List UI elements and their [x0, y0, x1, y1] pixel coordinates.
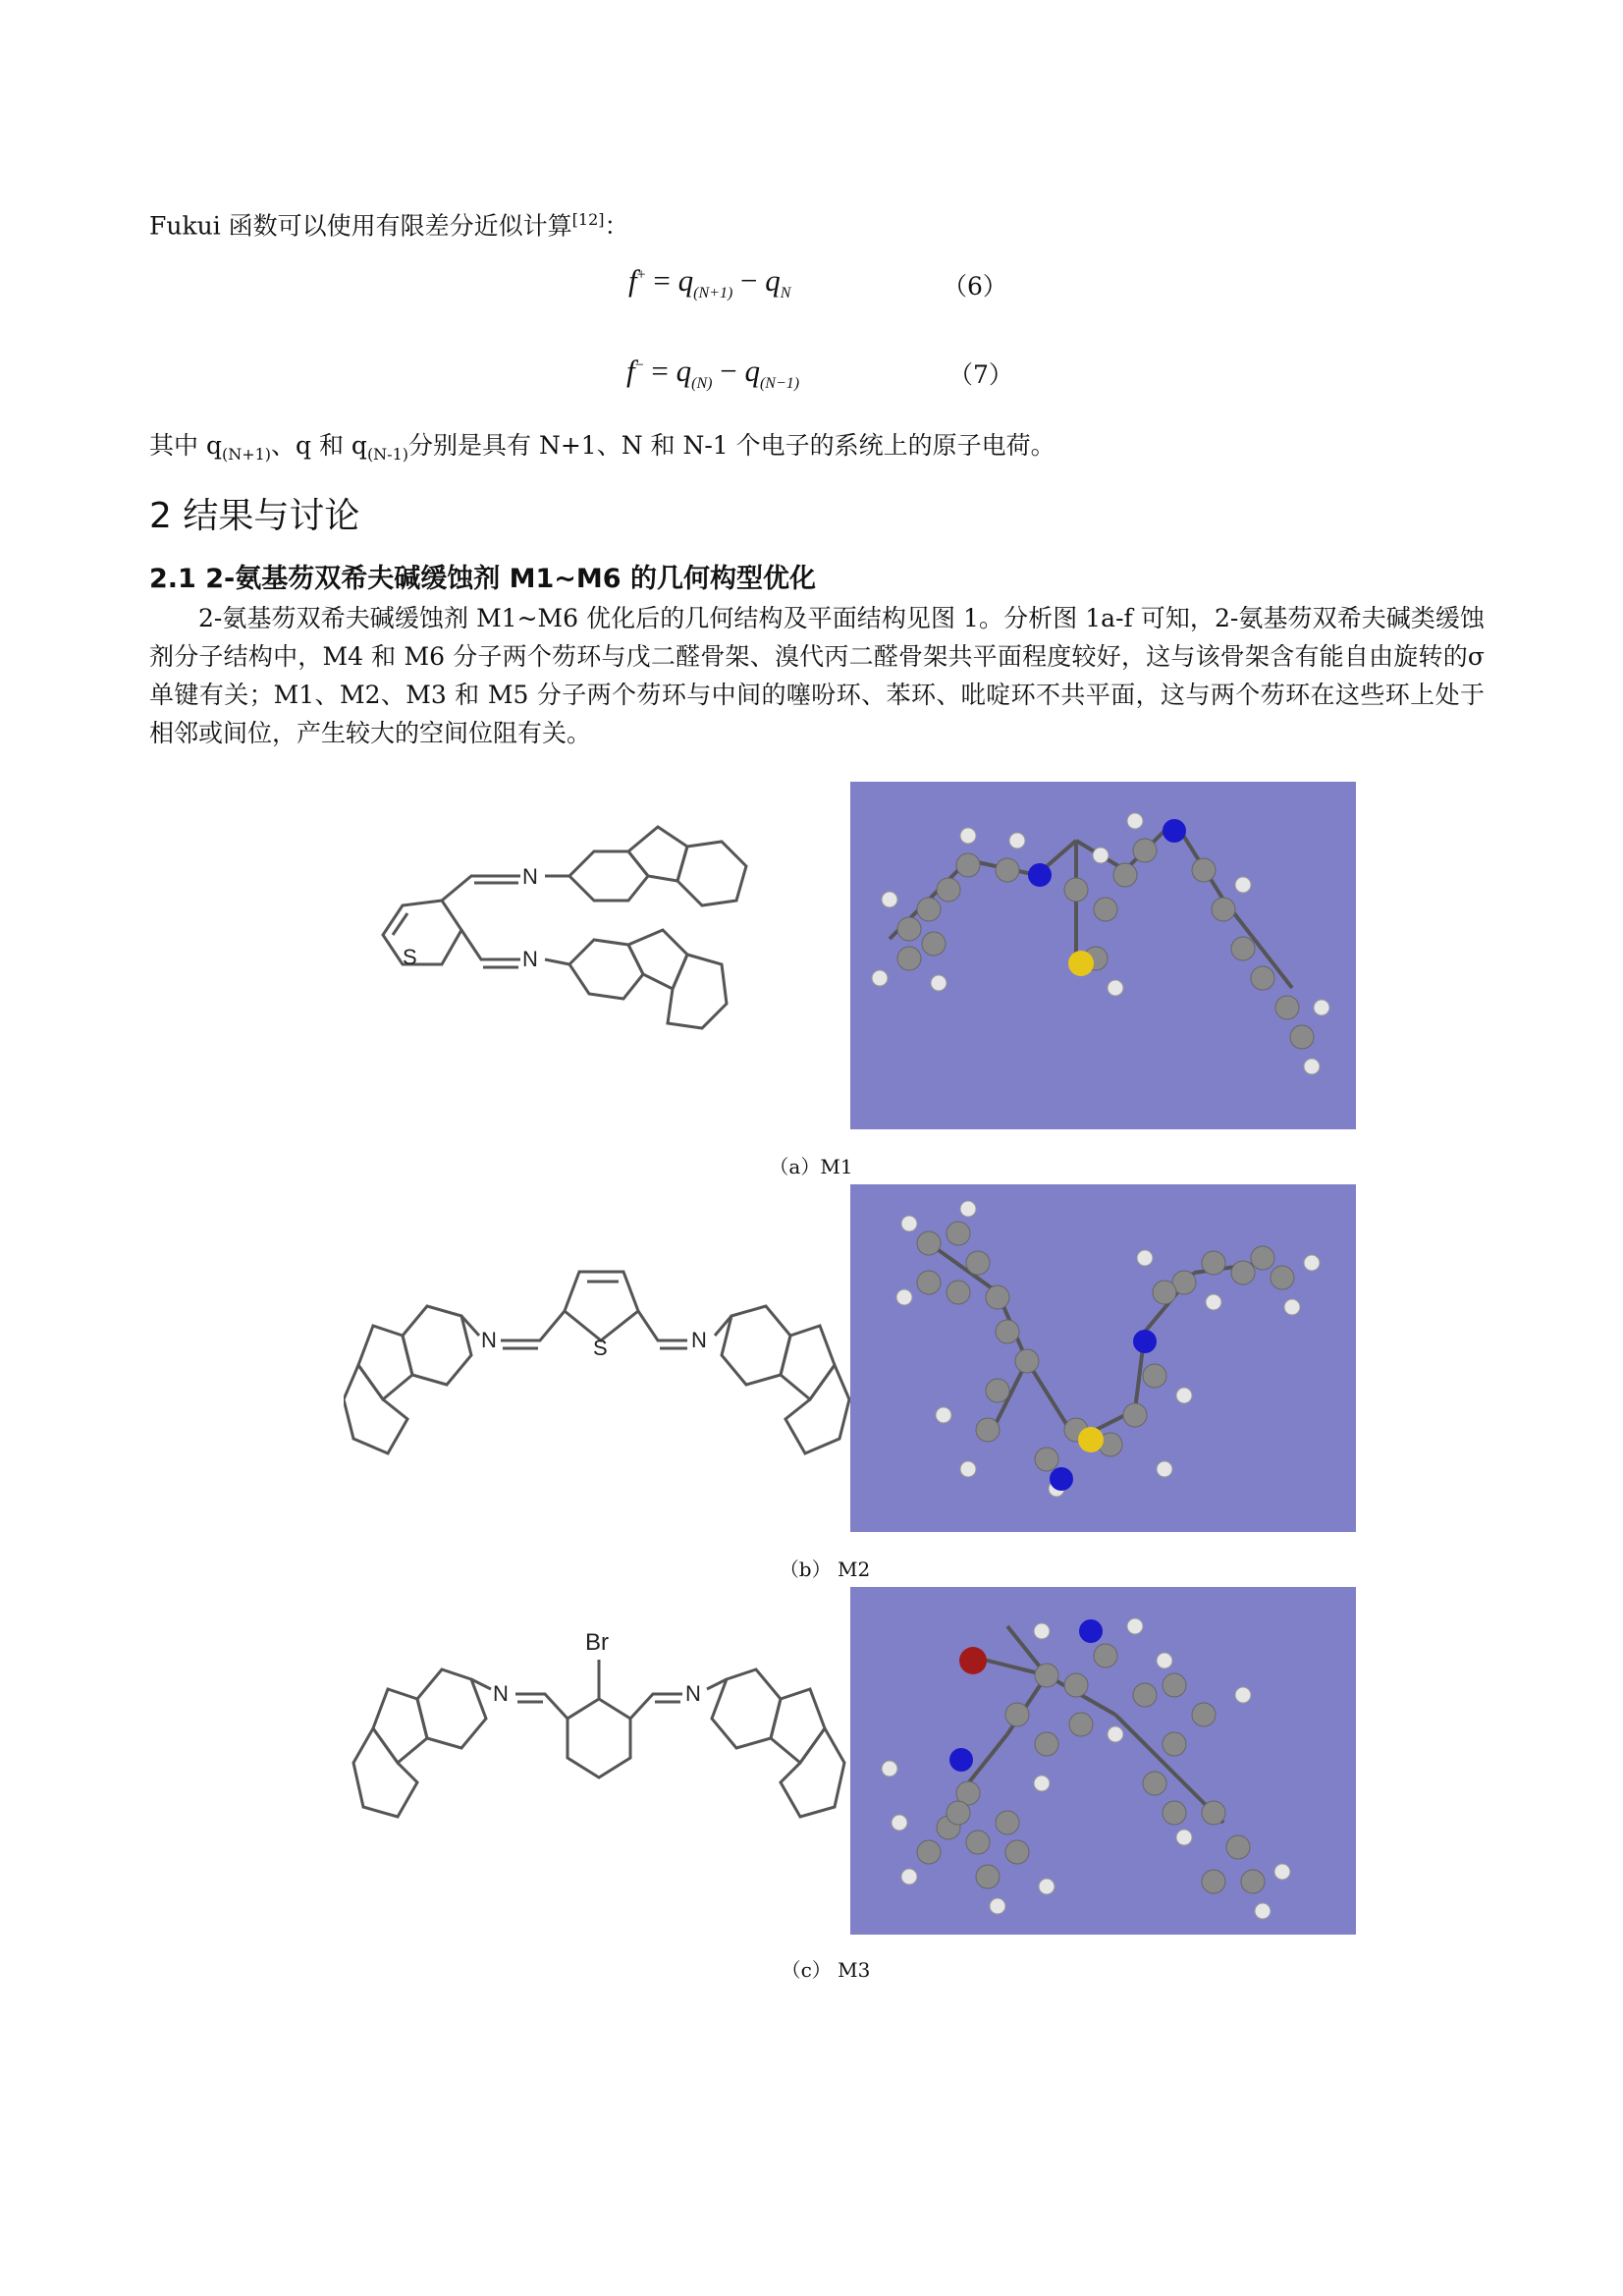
atom-label: N [493, 1681, 509, 1706]
section-title: 2 结果与讨论 [149, 496, 360, 536]
citation-ref: [12] [571, 210, 605, 229]
fukui-intro [149, 200, 629, 245]
fukui-intro-colon: ： [604, 211, 629, 241]
atom-label: S [593, 1336, 608, 1360]
model-m1 [850, 782, 1356, 1129]
equation-6-number: （6） [943, 272, 1007, 301]
structure-m2 [344, 1228, 854, 1503]
model-m2 [850, 1184, 1356, 1532]
structure-m1 [363, 807, 776, 1131]
subsection-title: 2.1 2-氨基芴双希夫碱缓蚀剂 M1~M6 的几何构型优化 [149, 564, 816, 594]
equation-7-number: （7） [948, 360, 1013, 389]
atom-label: N [522, 947, 538, 971]
model-m3 [850, 1587, 1356, 1935]
atom-label: N [691, 1328, 707, 1352]
atom-label: S [403, 945, 417, 969]
figure-caption-a: （a）M1 [769, 1155, 853, 1178]
structure-m3 [344, 1620, 854, 1935]
atom-label: N [685, 1681, 701, 1706]
atom-label: Br [585, 1629, 609, 1656]
body-paragraph: 2-氨基芴双希夫碱缓蚀剂 M1~M6 优化后的几何结构及平面结构见图 1。分析图 1a-f 可知，2-氨基芴双希夫碱类缓蚀剂分子结构中，M4 和 M6 分子两个芴环与戊二醛骨架、溴代丙二醛骨架共平面程度较好，这与该骨架含有能自由旋转的σ单键有关；M1、M2、M3 和 M5 分子两个芴环与中间的噻吩环、苯环、吡啶环不共平面，这与两个芴环在这些环上处于相邻或间位，产生较大的空间位阻有关。 [149, 604, 1485, 747]
atom-label: N [481, 1328, 497, 1352]
equation-7: $f^- = q_{(N)} - q_{(N-1)}$ [626, 354, 800, 393]
figure-caption-c: （c） M3 [781, 1958, 871, 1982]
charge-note: 其中 $q_{(N+1)}$、q 和 $q_{(N-1)}$分别是具有 N+1、N 和 N-1 个电子的系统上的原子电荷。 [149, 431, 1055, 464]
figure-caption-b: （b） M2 [779, 1558, 871, 1581]
atom-label: N [522, 864, 538, 889]
equation-6: $f^+ = q_{(N+1)} - q_N$ [628, 263, 791, 302]
fukui-intro-text: Fukui 函数可以使用有限差分近似计算 [149, 211, 572, 241]
